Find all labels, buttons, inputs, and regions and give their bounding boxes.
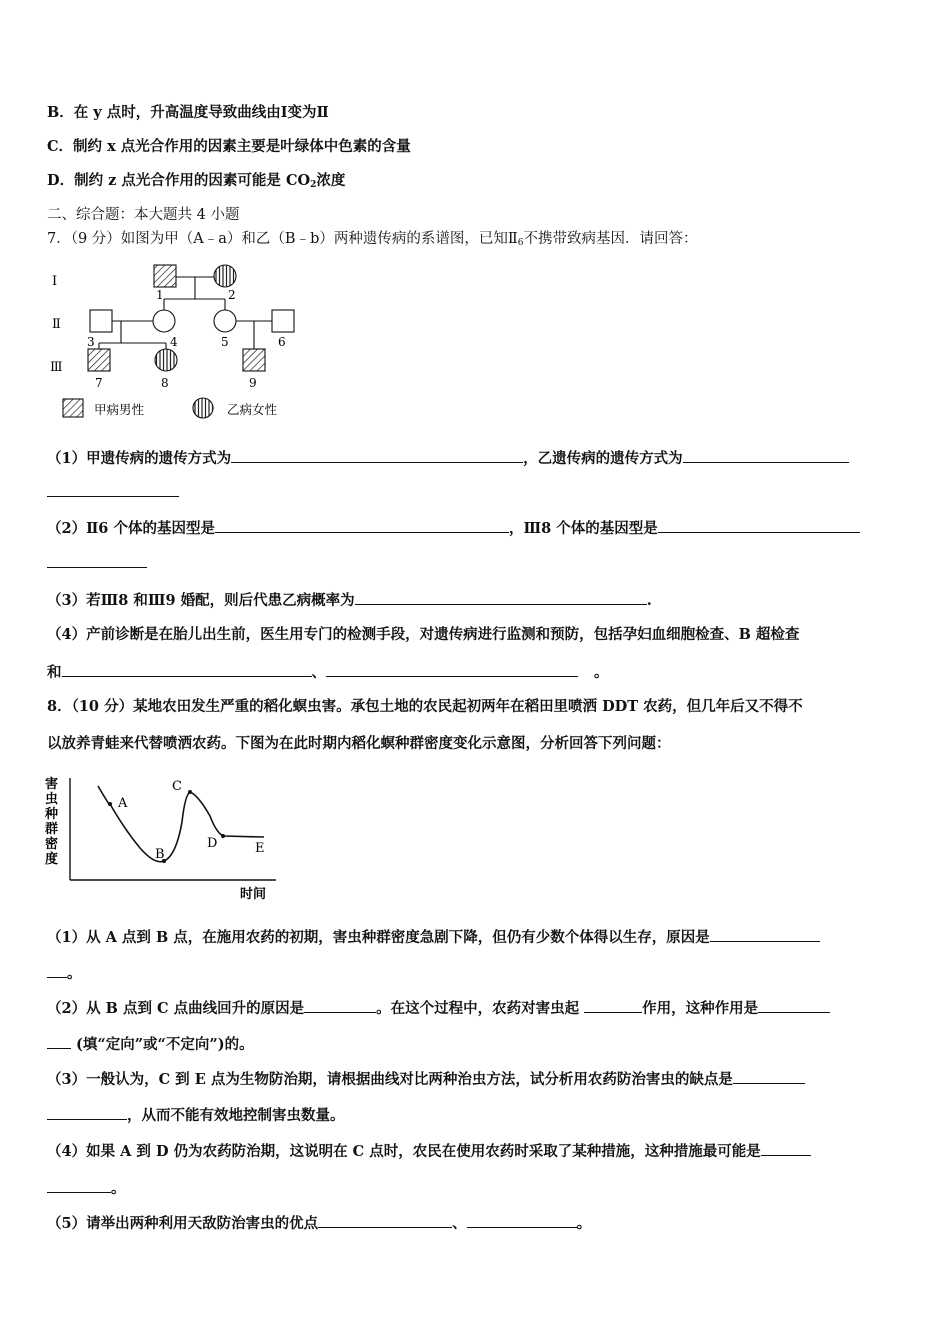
q8-p2-blank-3-cont[interactable]: [47, 1034, 71, 1049]
y-axis-label-char-6: 度: [45, 852, 59, 867]
q8-p2-text-a: （2）从 B 点到 C 点曲线回升的原因是: [47, 1000, 305, 1017]
q7-p3-end: .: [646, 592, 652, 609]
q7-stem-tail: 不携带致病基因．请回答：: [523, 231, 698, 247]
q7-p2-blank-1[interactable]: [215, 518, 509, 533]
q8-p3-text-b: ，从而不能有效地控制害虫数量。: [127, 1107, 345, 1124]
legend-affected-female-label: 乙病女性: [227, 402, 278, 417]
q8-part-2: [47, 998, 830, 1019]
q7-part-1: [47, 448, 849, 469]
q8-part-3: [47, 1069, 805, 1090]
pest-density-chart: [40, 770, 280, 905]
point-e-label: E: [255, 841, 265, 856]
q8-part-1-cont: [47, 963, 82, 984]
q7-part-2: [47, 518, 860, 539]
q7-p3-blank[interactable]: [355, 590, 647, 605]
q8-part-1: [47, 927, 820, 948]
q8-p4-end: 。: [111, 1180, 126, 1197]
legend-affected-female-swatch: [193, 398, 213, 418]
individual-label-1: 1: [156, 288, 164, 302]
individual-5: [214, 310, 236, 332]
q8-p2-blank-3[interactable]: [758, 998, 830, 1013]
q8-p5-end: 。: [576, 1215, 592, 1232]
q7-part-1-cont: [47, 482, 179, 503]
gen-label-2: Ⅱ: [52, 317, 61, 332]
q8-part-3-cont: [47, 1105, 345, 1126]
q8-p5-blank-2[interactable]: [467, 1213, 577, 1228]
individual-2: [214, 265, 236, 287]
q7-part-4-cont: [47, 662, 609, 683]
legend-affected-male-label: 甲病男性: [94, 402, 145, 417]
option-d: [47, 171, 345, 195]
individual-7: [88, 349, 110, 371]
q7-p2-blank-2[interactable]: [658, 518, 860, 533]
point-a-label: A: [118, 796, 128, 811]
q8-p2-blank-1[interactable]: [304, 998, 376, 1013]
point-d-marker: [221, 834, 225, 838]
y-axis-label-char-1: 害: [45, 777, 59, 792]
q7-p3-text: （3）若Ⅲ8 和Ⅲ9 婚配，则后代患乙病概率为: [47, 592, 355, 609]
q8-p3-blank-cont[interactable]: [47, 1105, 127, 1120]
point-a-marker: [108, 802, 112, 806]
q8-p4-blank[interactable]: [761, 1141, 811, 1156]
q7-p2-blank-2-cont[interactable]: [47, 553, 147, 568]
q7-p1-blank-1[interactable]: [231, 448, 523, 463]
q8-p5-text: （5）请举出两种利用天敌防治害虫的优点: [47, 1215, 319, 1232]
individual-label-3: 3: [87, 335, 95, 349]
option-d-tail: 浓度: [316, 172, 346, 189]
q7-p2-text-b: ，Ⅲ8 个体的基因型是: [508, 520, 658, 537]
q8-stem-line-2: 以放养青蛙来代替喷洒农药。下图为在此时期内稻化螟种群密度变化示意图，分析回答下列问题：: [47, 735, 671, 752]
q8-p4-text: （4）如果 A 到 D 仍为农药防治期，这说明在 C 点时，农民在使用农药时采取了某种措施，这种措施最可能是: [47, 1143, 761, 1160]
q8-p2-blank-2[interactable]: [584, 998, 642, 1013]
point-c-label: C: [172, 779, 182, 794]
option-c: C．制约 x 点光合作用的因素主要是叶绿体中色素的含量: [47, 138, 411, 155]
q7-p1-text-b: ，乙遗传病的遗传方式为: [523, 450, 683, 467]
individual-label-4: 4: [170, 335, 178, 349]
q8-p2-text-d: (填“定向”或“不定向”)的。: [76, 1036, 254, 1053]
individual-1: [154, 265, 176, 287]
q8-p1-text: （1）从 A 点到 B 点，在施用农药的初期，害虫种群密度急剧下降，但仍有少数个体得以生存，原因是: [47, 929, 710, 946]
q8-part-4: [47, 1141, 811, 1162]
q8-p5-sep: 、: [452, 1215, 467, 1232]
y-axis-label-char-3: 种: [45, 807, 59, 822]
individual-label-7: 7: [95, 376, 103, 390]
q8-p3-text-a: （3）一般认为，C 到 E 点为生物防治期，请根据曲线对比两种治虫方法，试分析用农药防治害虫的缺点是: [47, 1071, 733, 1088]
y-axis-label-char-4: 群: [45, 822, 59, 837]
individual-label-8: 8: [161, 376, 169, 390]
y-axis-label-char-5: 密: [45, 837, 59, 852]
q7-p4-blank-2[interactable]: [326, 662, 578, 677]
pedigree-chart: [40, 255, 310, 430]
point-d-label: D: [207, 836, 218, 851]
q7-stem: [47, 229, 697, 253]
q8-part-4-cont: [47, 1178, 126, 1199]
section-title: 二、综合题：本大题共 4 小题: [47, 207, 240, 223]
individual-label-5: 5: [221, 335, 229, 349]
q8-p3-blank[interactable]: [733, 1069, 805, 1084]
q7-p4-end: 。: [594, 664, 609, 681]
q8-p1-end: 。: [67, 965, 82, 982]
individual-6: [272, 310, 294, 332]
q7-part-2-cont: [47, 553, 147, 574]
q8-p2-text-c: 作用，这种作用是: [642, 1000, 759, 1017]
q8-p2-text-b: 。在这个过程中，农药对害虫起: [376, 1000, 580, 1017]
q8-p4-blank-cont[interactable]: [47, 1178, 111, 1193]
q7-p4-text-b: 和: [47, 664, 62, 681]
individual-4: [153, 310, 175, 332]
q8-part-2-cont: [47, 1034, 254, 1055]
legend-affected-male-swatch: [63, 399, 83, 417]
individual-3: [90, 310, 112, 332]
gen-label-1: Ⅰ: [52, 274, 58, 289]
q8-p5-blank-1[interactable]: [318, 1213, 452, 1228]
individual-8: [155, 349, 177, 371]
point-c-marker: [188, 790, 192, 794]
option-d-subscript: 2: [310, 180, 317, 190]
q8-p1-blank-cont[interactable]: [47, 963, 67, 978]
x-axis-label: 时间: [240, 887, 267, 902]
individual-9: [243, 349, 265, 371]
q7-p1-text-a: （1）甲遗传病的遗传方式为: [47, 450, 232, 467]
q7-part-4: （4）产前诊断是在胎儿出生前，医生用专门的检测手段，对遗传病进行监测和预防，包括孕妇血细胞检查、B 超检查: [47, 626, 800, 643]
individual-label-6: 6: [278, 335, 286, 349]
q7-part-3: [47, 590, 652, 611]
q7-p1-blank-2[interactable]: [683, 448, 849, 463]
q8-part-5: [47, 1213, 591, 1234]
q7-p4-sep: 、: [311, 664, 326, 681]
gen-label-3: Ⅲ: [50, 360, 63, 375]
option-b: B．在 y 点时，升高温度导致曲线由Ⅰ变为Ⅱ: [47, 104, 329, 121]
q7-p1-blank-2-cont[interactable]: [47, 482, 179, 497]
y-axis-label-char-2: 虫: [45, 792, 59, 807]
q7-stem-subscript: 6: [517, 238, 524, 248]
q7-stem-text: 7．（9 分）如图为甲（A﹣a）和乙（B﹣b）两种遗传病的系谱图，已知Ⅱ: [47, 231, 518, 247]
q8-p1-blank[interactable]: [710, 927, 820, 942]
individual-label-9: 9: [249, 376, 257, 390]
q7-p2-text-a: （2）Ⅱ6 个体的基因型是: [47, 520, 215, 537]
point-b-label: B: [155, 847, 165, 862]
individual-label-2: 2: [228, 288, 236, 302]
q8-stem-line-1: 8．（10 分）某地农田发生严重的稻化螟虫害。承包土地的农民起初两年在稻田里喷洒 DDT 农药，但几年后又不得不: [47, 698, 803, 715]
option-d-text: D．制约 z 点光合作用的因素可能是 CO: [47, 172, 311, 189]
q7-p4-blank-1[interactable]: [62, 662, 312, 677]
